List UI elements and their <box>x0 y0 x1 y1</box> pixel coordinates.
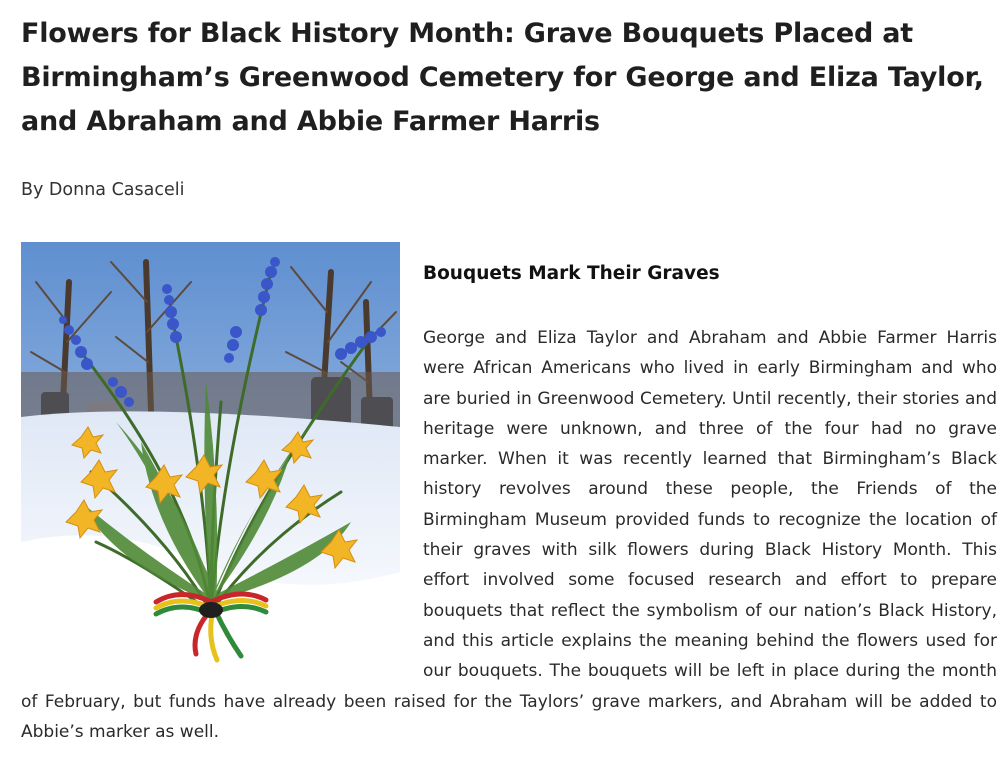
article-byline: By Donna Casaceli <box>21 180 185 200</box>
bouquet-photo <box>21 242 400 668</box>
bouquet-illustration <box>21 242 400 668</box>
article-title: Flowers for Black History Month: Grave Bouquets Placed at Birmingham’s Greenwood Cemetery for George and Eliza Taylor, and Abraham and Abbie Farmer Harris <box>21 18 984 137</box>
article <box>21 0 997 747</box>
section-heading: Bouquets Mark Their Graves <box>423 263 720 284</box>
article-body: George and Eliza Taylor and Abraham and Abbie Farmer Harris were African Americans who lived in early Birmingham and who are buried in Greenwood Cemetery. Until recently, their stories and heritage were unknown, and three of the four had no grave marker. When it was recently learned that Birmingham’s Black history revolves around these people, the Friends of the Birmingham Museum provided funds to recognize the location of their graves with silk flowers during Black History Month. This effort involved some focused research and effort to prepare bouquets that reflect the symbolism of our nation’s Black History, and this article explains the meaning behind the flowers used for our bouquets. The bouquets will be left in place during the month of February, but funds have already been raised for the Taylors’ grave markers, and Abraham will be added to Abbie’s marker as well. <box>21 328 997 742</box>
